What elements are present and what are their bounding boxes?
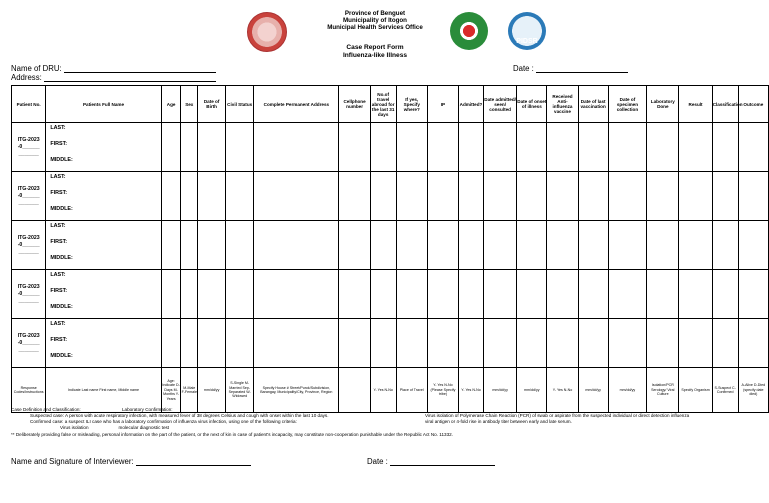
table-cell[interactable]	[427, 319, 458, 368]
table-row	[12, 270, 769, 319]
column-header: Patients Full Name	[46, 86, 161, 123]
address-label: Address:	[11, 73, 42, 82]
table-cell[interactable]	[181, 270, 198, 319]
patient-name-cell[interactable]	[46, 172, 161, 221]
table-cell[interactable]	[254, 270, 339, 319]
patient-no-cell[interactable]	[12, 221, 46, 270]
table-cell[interactable]	[427, 123, 458, 172]
table-cell[interactable]	[226, 319, 254, 368]
response-code-cell: Y- Yes N-No	[370, 368, 396, 413]
patient-no: ITG-2023-0______	[17, 234, 40, 248]
table-cell[interactable]	[396, 123, 427, 172]
dru-field[interactable]	[11, 64, 216, 73]
table-cell[interactable]	[459, 221, 484, 270]
address-field[interactable]	[11, 73, 216, 82]
table-cell[interactable]	[517, 270, 547, 319]
table-cell[interactable]	[517, 221, 547, 270]
table-cell[interactable]	[226, 172, 254, 221]
address-input[interactable]	[44, 81, 216, 82]
patient-no-cell[interactable]	[12, 172, 46, 221]
name-label-middle: MIDDLE:	[50, 157, 73, 163]
table-cell[interactable]	[226, 221, 254, 270]
health-office-seal	[450, 12, 488, 50]
table-cell[interactable]	[647, 123, 679, 172]
response-code-cell: Y- Yes N-No (Please Specify tribe)	[427, 368, 458, 413]
patient-name-cell[interactable]	[46, 221, 161, 270]
header-province: Province of Benguet	[344, 10, 406, 17]
table-cell[interactable]	[427, 221, 458, 270]
column-header: Complete Permanent Address	[254, 86, 339, 123]
response-code-cell: M-Male F-Female	[181, 368, 198, 413]
interviewer-signature-field[interactable]	[11, 457, 251, 466]
column-header: IP	[427, 86, 458, 123]
table-cell[interactable]	[738, 319, 768, 368]
table-cell[interactable]	[647, 172, 679, 221]
table-cell[interactable]	[608, 270, 646, 319]
table-cell[interactable]	[181, 319, 198, 368]
table-cell[interactable]	[578, 123, 608, 172]
response-code-cell: Y- Yes N-No	[547, 368, 578, 413]
patient-name-cell[interactable]	[46, 123, 161, 172]
table-cell[interactable]	[547, 172, 578, 221]
itogon-municipal-seal	[247, 12, 287, 52]
suspected-case-text: Suspected case: A person with acute respiratory infection, with measured fever of 38 degrees Celsius and cough with onset within the last 10 days.	[30, 413, 329, 418]
table-cell[interactable]	[517, 319, 547, 368]
response-code-cell: A-Alive D-Died (specify date died)	[738, 368, 768, 413]
name-label-first: FIRST:	[50, 141, 68, 147]
case-definition-heading: Case Definition and Classification: Laboratory Confirmation:	[11, 407, 173, 412]
table-cell[interactable]	[254, 172, 339, 221]
column-header: No.of travel abroad for the last 31 days	[370, 86, 396, 123]
column-header: Age	[161, 86, 181, 123]
name-label-first: FIRST:	[50, 239, 68, 245]
patient-no-suffix: _______	[18, 248, 39, 255]
table-cell[interactable]	[647, 319, 679, 368]
column-header: Civil Status	[226, 86, 254, 123]
table-cell[interactable]	[161, 123, 181, 172]
table-cell[interactable]	[459, 270, 484, 319]
name-label-last: LAST:	[50, 272, 66, 278]
table-cell[interactable]	[547, 319, 578, 368]
patient-no-suffix: _______	[18, 297, 39, 304]
table-cell[interactable]	[712, 172, 738, 221]
table-cell[interactable]	[647, 270, 679, 319]
response-code-cell: mm/dd/yy	[517, 368, 547, 413]
table-cell[interactable]	[370, 123, 396, 172]
table-cell[interactable]	[459, 172, 484, 221]
patient-no-cell[interactable]	[12, 319, 46, 368]
table-cell[interactable]	[647, 221, 679, 270]
interviewer-label: Name and Signature of Interviewer:	[11, 457, 134, 466]
table-cell[interactable]	[608, 123, 646, 172]
patient-no-cell[interactable]	[12, 270, 46, 319]
column-header: Patient No.	[12, 86, 46, 123]
name-label-last: LAST:	[50, 223, 66, 229]
column-header: If yes, Specify where?	[396, 86, 427, 123]
table-cell[interactable]	[578, 319, 608, 368]
response-code-cell: Age: Indicate D-Days M-Months Y-Years	[161, 368, 181, 413]
patient-name-cell[interactable]	[46, 319, 161, 368]
table-cell[interactable]	[226, 270, 254, 319]
column-header: Date of onset of illness	[517, 86, 547, 123]
table-cell[interactable]	[181, 221, 198, 270]
table-cell[interactable]	[161, 172, 181, 221]
form-subtitle: Influenza-like Illness	[342, 52, 408, 59]
warning-text: ** Deliberately providing false or misleading, personal information on the part of the patient, or the next of kin in case of patient's incapacity, may constitute non-cooperation punishable under the Republic Act No. 11332.	[11, 432, 453, 437]
response-code-cell: S-Suspect C-Confirmed	[712, 368, 738, 413]
patient-no-suffix: _______	[18, 199, 39, 206]
table-cell[interactable]	[578, 172, 608, 221]
table-cell[interactable]	[679, 123, 712, 172]
column-header: Date admitted/ seen/ consulted	[483, 86, 516, 123]
date-input[interactable]	[536, 72, 628, 73]
name-label-first: FIRST:	[50, 190, 68, 196]
table-cell[interactable]	[198, 221, 226, 270]
column-header: Sex	[181, 86, 198, 123]
criteria-text: Virus isolation molecular diagnostic test	[60, 425, 170, 430]
table-cell[interactable]	[161, 221, 181, 270]
confirmed-case-text: Confirmed case: a suspect ILI case who has a laboratory confirmation of influenza virus infection, using one of the following criteria:	[30, 419, 297, 424]
table-cell[interactable]	[459, 319, 484, 368]
column-header: Classification	[712, 86, 738, 123]
table-cell[interactable]	[254, 123, 339, 172]
lab-confirmation-text1: Virus isolation of Polymerase Chain Reaction (PCR) of swab or aspirate from the suspected individual or direct detection influenza	[425, 413, 690, 418]
case-report-table	[11, 85, 769, 413]
response-code-cell: Specify House # Street/Purok/Subdivision, Barangay, Municipality/City, Province, Region	[254, 368, 339, 413]
name-label-first: FIRST:	[50, 288, 68, 294]
table-cell[interactable]	[161, 319, 181, 368]
table-cell[interactable]	[370, 221, 396, 270]
table-cell[interactable]	[517, 123, 547, 172]
table-cell[interactable]	[712, 319, 738, 368]
patient-no-suffix: _______	[18, 150, 39, 157]
column-header: Date of last vaccination	[578, 86, 608, 123]
table-cell[interactable]	[198, 270, 226, 319]
table-cell[interactable]	[339, 319, 370, 368]
table-cell[interactable]	[608, 319, 646, 368]
table-cell[interactable]	[483, 221, 516, 270]
date-field[interactable]	[513, 64, 628, 73]
response-code-cell: mm/dd/yy	[608, 368, 646, 413]
signature-date-field[interactable]	[367, 457, 495, 466]
table-cell[interactable]	[712, 221, 738, 270]
column-header: Cellphone number	[339, 86, 370, 123]
table-cell[interactable]	[396, 221, 427, 270]
table-cell[interactable]	[738, 172, 768, 221]
pidsr-logo	[508, 12, 546, 50]
table-cell[interactable]	[547, 123, 578, 172]
header-office: Municipal Health Services Office	[327, 24, 423, 31]
lab-confirmation-text2: viral antigen or 4-fold rise in antibody titer between early and late serum.	[425, 419, 572, 424]
response-code-cell	[339, 368, 370, 413]
response-code-cell: mm/dd/yy	[483, 368, 516, 413]
table-cell[interactable]	[181, 172, 198, 221]
pidsr-logo-text: PIDSR	[516, 38, 538, 45]
table-cell[interactable]	[679, 270, 712, 319]
table-cell[interactable]	[339, 221, 370, 270]
table-cell[interactable]	[198, 172, 226, 221]
table-cell[interactable]	[339, 123, 370, 172]
table-cell[interactable]	[181, 123, 198, 172]
patient-no-cell[interactable]	[12, 123, 46, 172]
name-label-middle: MIDDLE:	[50, 206, 73, 212]
table-cell[interactable]	[427, 172, 458, 221]
table-cell[interactable]	[483, 270, 516, 319]
table-cell[interactable]	[608, 221, 646, 270]
column-header: Outcome	[738, 86, 768, 123]
form-title: Case Report Form	[346, 44, 404, 51]
table-cell[interactable]	[339, 172, 370, 221]
table-cell[interactable]	[254, 319, 339, 368]
column-header: Admitted?	[459, 86, 484, 123]
table-cell[interactable]	[679, 221, 712, 270]
table-row	[12, 319, 769, 368]
table-cell[interactable]	[396, 172, 427, 221]
response-code-cell: Specify Organism	[679, 368, 712, 413]
name-label-middle: MIDDLE:	[50, 304, 73, 310]
table-cell[interactable]	[517, 172, 547, 221]
table-cell[interactable]	[483, 319, 516, 368]
name-label-middle: MIDDLE:	[50, 255, 73, 261]
table-row	[12, 172, 769, 221]
patient-no-suffix: _______	[18, 346, 39, 353]
table-cell[interactable]	[226, 123, 254, 172]
table-cell[interactable]	[608, 172, 646, 221]
patient-no: ITG-2023-0______	[17, 136, 40, 150]
signature-date-input[interactable]	[390, 465, 495, 466]
response-code-cell: Y- Yes N-No	[459, 368, 484, 413]
name-label-last: LAST:	[50, 125, 66, 131]
table-row	[12, 221, 769, 270]
patient-name-cell[interactable]	[46, 270, 161, 319]
table-cell[interactable]	[396, 319, 427, 368]
patient-no: ITG-2023-0______	[17, 332, 40, 346]
signature-date-label: Date :	[367, 457, 388, 466]
column-header: Received Anti-influenza vaccine	[547, 86, 578, 123]
response-code-cell: Place of Travel	[396, 368, 427, 413]
table-cell[interactable]	[547, 221, 578, 270]
name-label-first: FIRST:	[50, 337, 68, 343]
table-cell[interactable]	[712, 270, 738, 319]
date-label: Date :	[513, 64, 534, 73]
table-row	[12, 123, 769, 172]
table-cell[interactable]	[712, 123, 738, 172]
table-cell[interactable]	[738, 221, 768, 270]
response-code-cell: mm/dd/yy	[198, 368, 226, 413]
table-cell[interactable]	[738, 270, 768, 319]
header-municipality: Municipality of Itogon	[343, 17, 407, 24]
response-codes-row	[12, 368, 769, 413]
table-cell[interactable]	[547, 270, 578, 319]
table-cell[interactable]	[459, 123, 484, 172]
interviewer-input[interactable]	[136, 465, 251, 466]
column-header: Laboratory Done	[647, 86, 679, 123]
patient-no: ITG-2023-0______	[17, 283, 40, 297]
column-header: Result	[679, 86, 712, 123]
response-code-cell: Isolation/PCR Serology/ Viral Culture	[647, 368, 679, 413]
table-cell[interactable]	[198, 123, 226, 172]
table-cell[interactable]	[679, 172, 712, 221]
table-cell[interactable]	[396, 270, 427, 319]
column-header-row	[12, 86, 769, 123]
table-cell[interactable]	[738, 123, 768, 172]
response-code-cell: S-Single M-Married Sep-Separated W-Widowed	[226, 368, 254, 413]
table-cell[interactable]	[198, 319, 226, 368]
table-cell[interactable]	[370, 319, 396, 368]
response-code-cell: mm/dd/yy	[578, 368, 608, 413]
table-cell[interactable]	[370, 270, 396, 319]
table-cell[interactable]	[483, 172, 516, 221]
column-header: Date of Birth	[198, 86, 226, 123]
table-cell[interactable]	[161, 270, 181, 319]
table-cell[interactable]	[483, 123, 516, 172]
name-label-last: LAST:	[50, 321, 66, 327]
table-cell[interactable]	[578, 221, 608, 270]
table-cell[interactable]	[578, 270, 608, 319]
response-code-cell: Indicate Last name First name, Middle name	[46, 368, 161, 413]
patient-no: ITG-2023-0______	[17, 185, 40, 199]
response-code-cell: Response Codes/Instructions	[12, 368, 46, 413]
table-cell[interactable]	[370, 172, 396, 221]
table-cell[interactable]	[254, 221, 339, 270]
table-cell[interactable]	[427, 270, 458, 319]
table-cell[interactable]	[679, 319, 712, 368]
name-label-middle: MIDDLE:	[50, 353, 73, 359]
table-cell[interactable]	[339, 270, 370, 319]
dru-label: Name of DRU:	[11, 64, 62, 73]
name-label-last: LAST:	[50, 174, 66, 180]
column-header: Date of specimen collection	[608, 86, 646, 123]
